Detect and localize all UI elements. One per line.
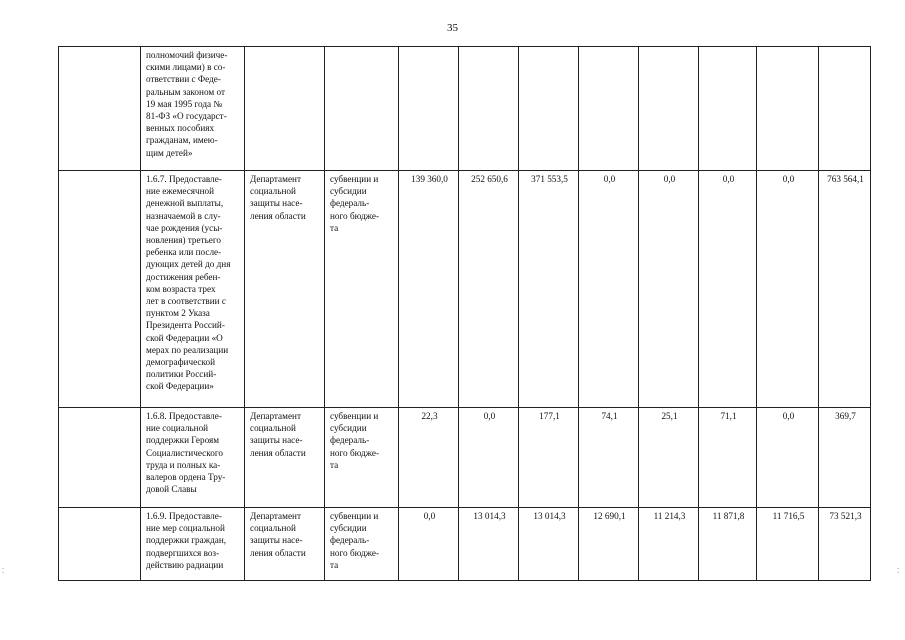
value-cell: 0,0 — [399, 508, 459, 581]
source-cell — [325, 47, 399, 171]
value-cell: 11 871,8 — [699, 508, 757, 581]
value-cell — [639, 47, 699, 171]
executor-cell — [245, 47, 325, 171]
table-row — [59, 408, 871, 508]
budget-table — [58, 46, 871, 581]
left-edge-mark: ⁚ — [2, 567, 5, 575]
source-cell: субвенции и субсидии федераль- ного бюдже- та — [325, 508, 399, 581]
value-cell: 369,7 — [819, 408, 871, 508]
value-cell: 0,0 — [757, 171, 819, 408]
value-cell: 177,1 — [519, 408, 579, 508]
measure-cell: 1.6.7. Предоставле- ние ежемесячной денежной выплаты, назначаемой в слу- чае рождения (усы- новления) третьего ребенка или после- дующих детей до дня достижения ребен- ком возраста трех лет в соответствии с пунктом 2 Указа Президента Россий- ской Федерации «О мерах по реализации демографической политики Россий- ской Федерации» — [141, 171, 245, 408]
value-cell: 74,1 — [579, 408, 639, 508]
value-cell: 0,0 — [459, 408, 519, 508]
value-cell: 73 521,3 — [819, 508, 871, 581]
measure-cell: полномочий физиче- скими лицами) в со- ответствии с Феде- ральным законом от 19 мая 1995 года № 81-ФЗ «О государст- венных пособиях гражданам, имею- щим детей» — [141, 47, 245, 171]
value-cell: 11 716,5 — [757, 508, 819, 581]
value-cell — [819, 47, 871, 171]
right-edge-mark: ⁚ — [897, 567, 900, 575]
value-cell — [459, 47, 519, 171]
value-cell: 25,1 — [639, 408, 699, 508]
value-cell: 371 553,5 — [519, 171, 579, 408]
value-cell: 22,3 — [399, 408, 459, 508]
index-cell — [59, 171, 141, 408]
value-cell: 13 014,3 — [459, 508, 519, 581]
table-row — [59, 171, 871, 408]
value-cell: 0,0 — [757, 408, 819, 508]
value-cell — [699, 47, 757, 171]
value-cell: 763 564,1 — [819, 171, 871, 408]
value-cell — [757, 47, 819, 171]
index-cell — [59, 408, 141, 508]
executor-cell: Департамент социальной защиты насе- ления области — [245, 408, 325, 508]
value-cell — [519, 47, 579, 171]
table-row — [59, 47, 871, 171]
value-cell — [399, 47, 459, 171]
index-cell — [59, 47, 141, 171]
value-cell: 11 214,3 — [639, 508, 699, 581]
value-cell: 252 650,6 — [459, 171, 519, 408]
value-cell: 0,0 — [579, 171, 639, 408]
page-number: 35 — [447, 22, 458, 34]
value-cell — [579, 47, 639, 171]
index-cell — [59, 508, 141, 581]
value-cell: 139 360,0 — [399, 171, 459, 408]
value-cell: 71,1 — [699, 408, 757, 508]
source-cell: субвенции и субсидии федераль- ного бюдже- та — [325, 171, 399, 408]
measure-cell: 1.6.9. Предоставле- ние мер социальной поддержки граждан, подвергшихся воз- действию радиации — [141, 508, 245, 581]
source-cell: субвенции и субсидии федераль- ного бюдже- та — [325, 408, 399, 508]
value-cell: 0,0 — [639, 171, 699, 408]
value-cell: 12 690,1 — [579, 508, 639, 581]
value-cell: 0,0 — [699, 171, 757, 408]
executor-cell: Департамент социальной защиты насе- ления области — [245, 171, 325, 408]
measure-cell: 1.6.8. Предоставле- ние социальной поддержки Героям Социалистического труда и полных ка- валеров ордена Тру- довой Славы — [141, 408, 245, 508]
table-row — [59, 508, 871, 581]
value-cell: 13 014,3 — [519, 508, 579, 581]
executor-cell: Департамент социальной защиты насе- ления области — [245, 508, 325, 581]
